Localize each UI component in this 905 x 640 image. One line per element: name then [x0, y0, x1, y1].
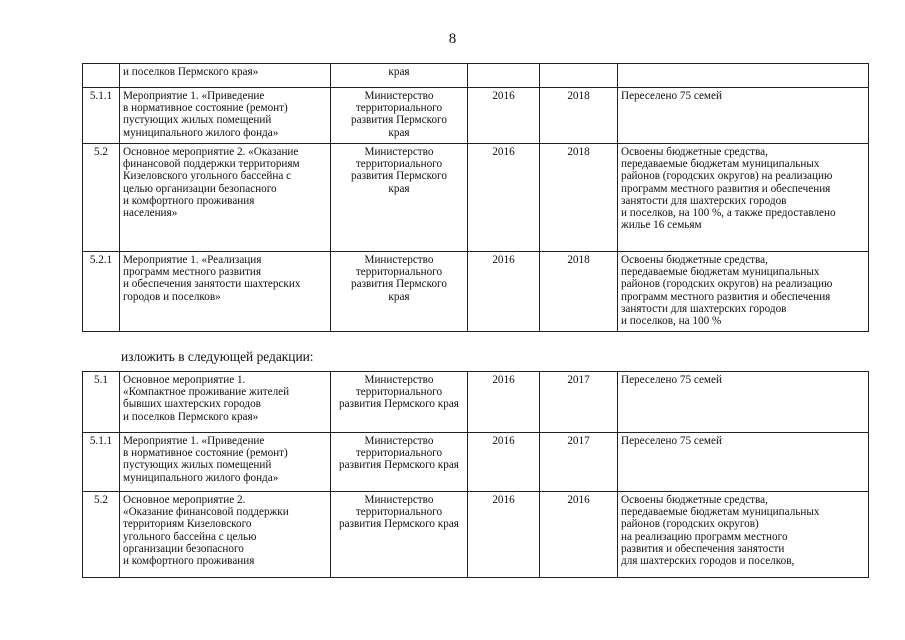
expected-result-cell	[618, 492, 869, 578]
activity-name: Основное мероприятие 2. «Оказание финансовой поддержки территориям Кизеловского угольного бассейна с целью организации безопасного и комфортного проживания населения»	[123, 146, 300, 220]
expected-result-cell	[618, 252, 869, 332]
table-row	[83, 88, 869, 144]
row-number: 5.1	[94, 374, 108, 386]
responsible-executor-cell	[331, 492, 468, 578]
row-number-cell	[83, 64, 120, 88]
table-row	[83, 64, 869, 88]
end-year: 2018	[567, 90, 590, 102]
start-year: 2016	[492, 90, 515, 102]
activity-name-cell	[120, 372, 331, 433]
end-year-cell	[540, 88, 618, 144]
expected-result-cell	[618, 433, 869, 492]
activity-name: Основное мероприятие 1. «Компактное проживание жителей бывших шахтерских городов и поселков Пермского края»	[123, 374, 290, 423]
activity-name: Мероприятие 1. «Реализация программ местного развития и обеспечения занятости шахтерских городов и поселков»	[123, 254, 301, 303]
row-number: 5.1.1	[89, 435, 113, 447]
responsible-executor: Министерство территориального развития Пермского края	[351, 254, 447, 303]
expected-result-cell	[618, 372, 869, 433]
expected-result: Переселено 75 семей	[621, 374, 722, 386]
start-year-cell	[468, 144, 540, 252]
end-year: 2017	[567, 435, 590, 447]
responsible-executor: Министерство территориального развития Пермского края	[339, 374, 459, 411]
start-year-cell	[468, 372, 540, 433]
end-year: 2018	[567, 146, 590, 158]
responsible-executor-cell	[331, 433, 468, 492]
end-year: 2016	[567, 494, 590, 506]
row-number-cell	[83, 252, 120, 332]
table-row	[83, 433, 869, 492]
responsible-executor-cell	[331, 372, 468, 433]
row-number: 5.1.1	[89, 90, 113, 102]
end-year-cell	[540, 433, 618, 492]
end-year-cell	[540, 64, 618, 88]
expected-result: Переселено 75 семей	[621, 435, 722, 447]
activity-name-cell	[120, 252, 331, 332]
activity-name: Основное мероприятие 2. «Оказание финансовой поддержки территориям Кизеловского угольного бассейна с целью организации безопасного и комфортного проживания	[123, 494, 289, 568]
end-year-cell	[540, 252, 618, 332]
responsible-executor: Министерство территориального развития Пермского края	[339, 494, 459, 531]
start-year-cell	[468, 252, 540, 332]
table-row	[83, 144, 869, 252]
expected-result: Освоены бюджетные средства, передаваемые бюджетам муниципальных районов (городских округов) на реализацию программ местного развития и обеспечения занятости для шахтерских городов и поселков, на 100 %	[621, 254, 833, 328]
row-number-cell	[83, 144, 120, 252]
transition-text: изложить в следующей редакции:	[121, 349, 314, 364]
row-number-cell	[83, 433, 120, 492]
activity-name-cell	[120, 88, 331, 144]
activity-name: Мероприятие 1. «Приведение в нормативное состояние (ремонт) пустующих жилых помещений муниципального жилого фонда»	[123, 435, 288, 484]
start-year-cell	[468, 88, 540, 144]
row-number-cell	[83, 492, 120, 578]
row-number-cell	[83, 88, 120, 144]
start-year: 2016	[492, 494, 515, 506]
end-year-cell	[540, 492, 618, 578]
old-program-table	[82, 63, 869, 332]
new-program-table	[82, 371, 869, 578]
expected-result: Освоены бюджетные средства, передаваемые бюджетам муниципальных районов (городских округов) на реализацию программ местного развития и обеспечения занятости для шахтерских городов и поселков,	[621, 494, 820, 568]
responsible-executor: Министерство территориального развития Пермского края	[351, 90, 447, 139]
row-number: 5.2	[94, 494, 108, 506]
page-number: 8	[448, 31, 457, 47]
activity-name-cell	[120, 492, 331, 578]
expected-result: Освоены бюджетные средства, передаваемые бюджетам муниципальных районов (городских округов) на реализацию программ местного развития и обеспечения занятости для шахтерских городов и поселков, на 100 %, а также предоставлено жилье 16 семьям	[621, 146, 836, 232]
start-year-cell	[468, 492, 540, 578]
responsible-executor: Министерство территориального развития Пермского края	[351, 146, 447, 195]
expected-result-cell	[618, 64, 869, 88]
start-year-cell	[468, 433, 540, 492]
old-table-body	[83, 64, 869, 332]
responsible-executor: края	[388, 66, 410, 78]
new-table-body	[83, 372, 869, 578]
table-row	[83, 492, 869, 578]
end-year: 2017	[567, 374, 590, 386]
row-number: 5.2	[94, 146, 108, 158]
expected-result-cell	[618, 88, 869, 144]
expected-result: Переселено 75 семей	[621, 90, 722, 102]
row-number: 5.2.1	[89, 254, 113, 266]
start-year: 2016	[492, 146, 515, 158]
responsible-executor-cell	[331, 88, 468, 144]
responsible-executor: Министерство территориального развития Пермского края	[339, 435, 459, 472]
expected-result-cell	[618, 144, 869, 252]
activity-name: и поселков Пермского края»	[123, 66, 259, 78]
table-row	[83, 372, 869, 433]
start-year: 2016	[492, 254, 515, 266]
end-year-cell	[540, 144, 618, 252]
responsible-executor-cell	[331, 144, 468, 252]
responsible-executor-cell	[331, 64, 468, 88]
start-year: 2016	[492, 435, 515, 447]
start-year-cell	[468, 64, 540, 88]
row-number-cell	[83, 372, 120, 433]
activity-name-cell	[120, 433, 331, 492]
end-year-cell	[540, 372, 618, 433]
responsible-executor-cell	[331, 252, 468, 332]
activity-name-cell	[120, 144, 331, 252]
activity-name: Мероприятие 1. «Приведение в нормативное состояние (ремонт) пустующих жилых помещений муниципального жилого фонда»	[123, 90, 288, 139]
activity-name-cell	[120, 64, 331, 88]
table-row	[83, 252, 869, 332]
end-year: 2018	[567, 254, 590, 266]
start-year: 2016	[492, 374, 515, 386]
